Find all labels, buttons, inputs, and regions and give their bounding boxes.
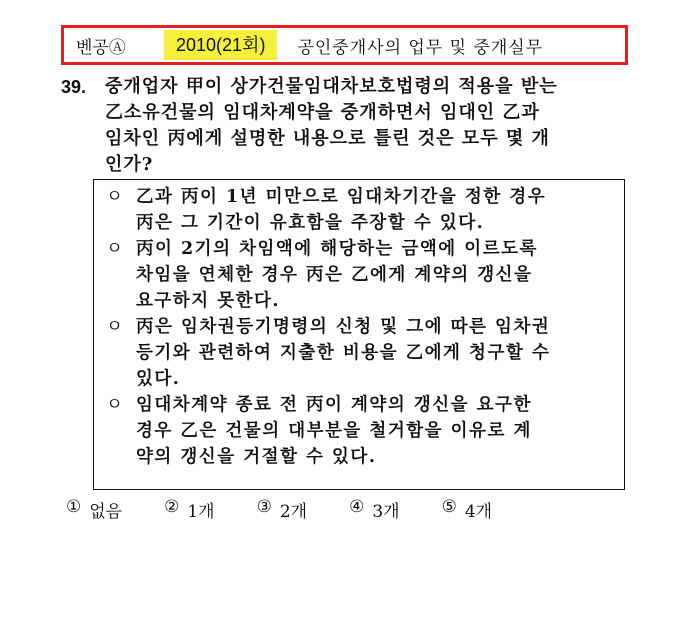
answer-options [66,497,626,522]
statement-item [106,392,614,470]
option-mark: ⑤ [441,497,457,517]
bullet-marker: ㅇ [106,187,123,207]
option-text: 1개 [187,502,215,522]
statement-line: 乙과 丙이 1년 미만으로 임대차기간을 정한 경우 [136,187,547,207]
statement-line: 丙이 2기의 차임액에 해당하는 금액에 이르도록 [136,239,538,259]
exam-year: 2010(21회) [164,30,277,60]
exam-subject: 공인중개사의 업무 및 중개실무 [297,37,544,58]
statement-line: 등기와 관련하여 지출한 비용을 乙에게 청구할 수 [136,343,551,363]
answer-option-3[interactable] [257,497,308,522]
statement-item [106,184,614,236]
exam-header [61,25,628,65]
option-text: 3개 [372,502,400,522]
answer-option-4[interactable] [349,497,400,522]
question-line: 중개업자 甲이 상가건물임대차보호법령의 적용을 받는 [105,76,558,97]
statement-item [106,314,614,392]
question-line: 임차인 丙에게 설명한 내용으로 틀린 것은 모두 몇 개 [105,128,550,149]
statement-line: 있다. [136,369,181,389]
bullet-marker: ㅇ [106,395,123,415]
option-mark: ④ [349,497,365,517]
statement-line: 丙은 그 기간이 유효함을 주장할 수 있다. [136,213,485,233]
answer-option-5[interactable] [442,497,493,522]
question-line: 乙소유건물의 임대차계약을 중개하면서 임대인 乙과 [105,102,540,123]
statement-line: 丙은 임차권등기명령의 신청 및 그에 따른 임차권 [136,317,551,337]
bullet-marker: ㅇ [106,239,123,259]
statement-item [106,236,614,314]
option-text: 없음 [89,502,123,522]
option-text: 4개 [464,502,493,522]
exam-tag: 벤공Ⓐ [76,37,126,58]
bullet-marker: ㅇ [106,317,123,337]
statement-line: 약의 갱신을 거절할 수 있다. [136,447,377,467]
option-mark: ③ [256,497,272,517]
option-text: 2개 [279,502,308,522]
statement-line: 경우 乙은 건물의 대부분을 철거함을 이유로 계 [136,421,532,441]
option-mark: ① [66,497,82,517]
question-line: 인가? [105,154,154,175]
answer-option-2[interactable] [164,497,215,522]
answer-option-1[interactable] [66,497,122,522]
statement-line: 차임을 연체한 경우 丙은 乙에게 계약의 갱신을 [136,265,533,285]
option-mark: ② [164,497,180,517]
statement-line: 임대차계약 종료 전 丙이 계약의 갱신을 요구한 [136,395,532,415]
question-number: 39. [61,77,87,97]
statement-line: 요구하지 못한다. [136,291,281,311]
question-stem [61,74,631,178]
statements-box [93,179,625,490]
